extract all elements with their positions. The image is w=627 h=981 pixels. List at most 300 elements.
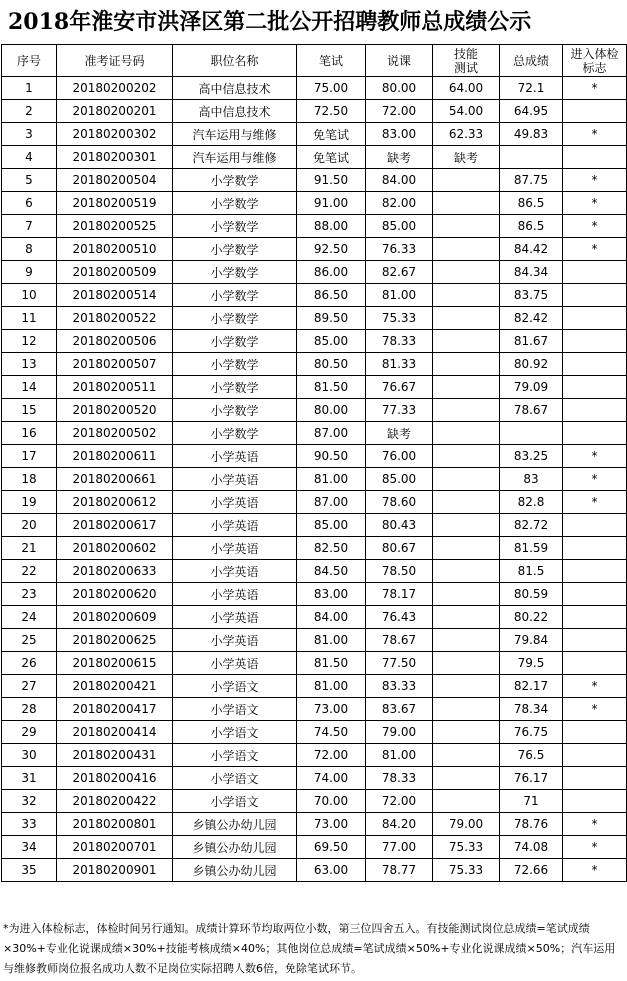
position-cell: 小学英语 bbox=[173, 514, 297, 537]
mark-cell: * bbox=[563, 123, 627, 146]
table-row bbox=[2, 836, 627, 859]
lecture-cell: 75.33 bbox=[366, 307, 433, 330]
total-cell: 82.17 bbox=[500, 675, 563, 698]
seq-cell: 24 bbox=[2, 606, 57, 629]
mark-cell bbox=[563, 514, 627, 537]
seq-cell: 17 bbox=[2, 445, 57, 468]
table-row bbox=[2, 215, 627, 238]
table-row bbox=[2, 169, 627, 192]
table-row bbox=[2, 468, 627, 491]
table-row bbox=[2, 491, 627, 514]
mark-cell bbox=[563, 146, 627, 169]
table-row bbox=[2, 721, 627, 744]
total-cell: 71 bbox=[500, 790, 563, 813]
table-row bbox=[2, 790, 627, 813]
col-header-physical-mark: 进入体检标志 bbox=[563, 45, 627, 77]
mark-cell: * bbox=[563, 491, 627, 514]
table-row bbox=[2, 445, 627, 468]
mark-cell bbox=[563, 606, 627, 629]
total-cell: 79.09 bbox=[500, 376, 563, 399]
position-cell: 小学语文 bbox=[173, 698, 297, 721]
written-cell: 87.00 bbox=[297, 422, 366, 445]
total-cell: 82.42 bbox=[500, 307, 563, 330]
position-cell: 小学数学 bbox=[173, 422, 297, 445]
mark-cell: * bbox=[563, 836, 627, 859]
seq-cell: 12 bbox=[2, 330, 57, 353]
seq-cell: 26 bbox=[2, 652, 57, 675]
seq-cell: 19 bbox=[2, 491, 57, 514]
written-cell: 86.50 bbox=[297, 284, 366, 307]
seq-cell: 4 bbox=[2, 146, 57, 169]
exam-id-cell: 20180200615 bbox=[57, 652, 173, 675]
skill-cell bbox=[433, 330, 500, 353]
lecture-cell: 78.33 bbox=[366, 330, 433, 353]
position-cell: 汽车运用与维修 bbox=[173, 123, 297, 146]
written-cell: 74.50 bbox=[297, 721, 366, 744]
position-cell: 小学英语 bbox=[173, 629, 297, 652]
exam-id-cell: 20180200522 bbox=[57, 307, 173, 330]
exam-id-cell: 20180200504 bbox=[57, 169, 173, 192]
exam-id-cell: 20180200511 bbox=[57, 376, 173, 399]
position-cell: 小学英语 bbox=[173, 606, 297, 629]
results-table bbox=[1, 44, 627, 882]
seq-cell: 35 bbox=[2, 859, 57, 882]
written-cell: 80.50 bbox=[297, 353, 366, 376]
skill-cell: 54.00 bbox=[433, 100, 500, 123]
written-cell: 84.50 bbox=[297, 560, 366, 583]
exam-id-cell: 20180200422 bbox=[57, 790, 173, 813]
exam-id-cell: 20180200502 bbox=[57, 422, 173, 445]
written-cell: 69.50 bbox=[297, 836, 366, 859]
seq-cell: 18 bbox=[2, 468, 57, 491]
written-cell: 82.50 bbox=[297, 537, 366, 560]
exam-id-cell: 20180200633 bbox=[57, 560, 173, 583]
table-row bbox=[2, 813, 627, 836]
total-cell: 86.5 bbox=[500, 215, 563, 238]
position-cell: 乡镇公办幼儿园 bbox=[173, 859, 297, 882]
exam-id-cell: 20180200416 bbox=[57, 767, 173, 790]
skill-cell: 75.33 bbox=[433, 836, 500, 859]
position-cell: 乡镇公办幼儿园 bbox=[173, 836, 297, 859]
total-cell: 78.67 bbox=[500, 399, 563, 422]
col-header-lecture: 说课 bbox=[366, 45, 433, 77]
skill-cell bbox=[433, 307, 500, 330]
lecture-cell: 83.67 bbox=[366, 698, 433, 721]
header-row bbox=[2, 45, 627, 77]
skill-cell: 64.00 bbox=[433, 77, 500, 100]
seq-cell: 22 bbox=[2, 560, 57, 583]
position-cell: 小学数学 bbox=[173, 169, 297, 192]
exam-id-cell: 20180200301 bbox=[57, 146, 173, 169]
exam-id-cell: 20180200801 bbox=[57, 813, 173, 836]
lecture-cell: 77.33 bbox=[366, 399, 433, 422]
seq-cell: 9 bbox=[2, 261, 57, 284]
skill-cell bbox=[433, 376, 500, 399]
skill-cell bbox=[433, 767, 500, 790]
total-cell: 84.42 bbox=[500, 238, 563, 261]
total-cell: 86.5 bbox=[500, 192, 563, 215]
table-row bbox=[2, 629, 627, 652]
table-row bbox=[2, 123, 627, 146]
exam-id-cell: 20180200421 bbox=[57, 675, 173, 698]
position-cell: 小学数学 bbox=[173, 353, 297, 376]
lecture-cell: 77.00 bbox=[366, 836, 433, 859]
exam-id-cell: 20180200611 bbox=[57, 445, 173, 468]
lecture-cell: 76.00 bbox=[366, 445, 433, 468]
written-cell: 83.00 bbox=[297, 583, 366, 606]
exam-id-cell: 20180200510 bbox=[57, 238, 173, 261]
exam-id-cell: 20180200509 bbox=[57, 261, 173, 284]
mark-cell bbox=[563, 629, 627, 652]
total-cell bbox=[500, 422, 563, 445]
mark-cell bbox=[563, 790, 627, 813]
mark-cell bbox=[563, 353, 627, 376]
mark-cell bbox=[563, 744, 627, 767]
skill-cell bbox=[433, 537, 500, 560]
written-cell: 85.00 bbox=[297, 514, 366, 537]
seq-cell: 29 bbox=[2, 721, 57, 744]
skill-cell: 79.00 bbox=[433, 813, 500, 836]
skill-cell bbox=[433, 261, 500, 284]
position-cell: 小学数学 bbox=[173, 399, 297, 422]
exam-id-cell: 20180200519 bbox=[57, 192, 173, 215]
table-row bbox=[2, 675, 627, 698]
position-cell: 小学数学 bbox=[173, 192, 297, 215]
exam-id-cell: 20180200506 bbox=[57, 330, 173, 353]
mark-cell bbox=[563, 399, 627, 422]
table-row bbox=[2, 376, 627, 399]
seq-cell: 6 bbox=[2, 192, 57, 215]
position-cell: 小学语文 bbox=[173, 744, 297, 767]
mark-cell bbox=[563, 767, 627, 790]
table-row bbox=[2, 238, 627, 261]
mark-cell bbox=[563, 100, 627, 123]
position-cell: 小学英语 bbox=[173, 560, 297, 583]
total-cell: 81.5 bbox=[500, 560, 563, 583]
position-cell: 高中信息技术 bbox=[173, 77, 297, 100]
skill-cell bbox=[433, 284, 500, 307]
exam-id-cell: 20180200625 bbox=[57, 629, 173, 652]
seq-cell: 34 bbox=[2, 836, 57, 859]
written-cell: 75.00 bbox=[297, 77, 366, 100]
seq-cell: 32 bbox=[2, 790, 57, 813]
seq-cell: 14 bbox=[2, 376, 57, 399]
total-cell: 78.76 bbox=[500, 813, 563, 836]
exam-id-cell: 20180200431 bbox=[57, 744, 173, 767]
table-row bbox=[2, 514, 627, 537]
seq-cell: 21 bbox=[2, 537, 57, 560]
position-cell: 小学英语 bbox=[173, 468, 297, 491]
position-cell: 小学数学 bbox=[173, 261, 297, 284]
seq-cell: 7 bbox=[2, 215, 57, 238]
skill-cell bbox=[433, 238, 500, 261]
position-cell: 小学英语 bbox=[173, 537, 297, 560]
table-row bbox=[2, 261, 627, 284]
total-cell: 83.25 bbox=[500, 445, 563, 468]
written-cell: 91.00 bbox=[297, 192, 366, 215]
table-row bbox=[2, 537, 627, 560]
total-cell: 76.17 bbox=[500, 767, 563, 790]
written-cell: 73.00 bbox=[297, 698, 366, 721]
total-cell: 80.22 bbox=[500, 606, 563, 629]
seq-cell: 20 bbox=[2, 514, 57, 537]
lecture-cell: 84.00 bbox=[366, 169, 433, 192]
written-cell: 63.00 bbox=[297, 859, 366, 882]
mark-cell: * bbox=[563, 859, 627, 882]
position-cell: 小学英语 bbox=[173, 583, 297, 606]
lecture-cell: 80.67 bbox=[366, 537, 433, 560]
lecture-cell: 81.33 bbox=[366, 353, 433, 376]
total-cell: 81.67 bbox=[500, 330, 563, 353]
written-cell: 92.50 bbox=[297, 238, 366, 261]
col-header-position: 职位名称 bbox=[173, 45, 297, 77]
exam-id-cell: 20180200612 bbox=[57, 491, 173, 514]
page-title: 2018年淮安市洪泽区第二批公开招聘教师总成绩公示 bbox=[8, 9, 532, 35]
seq-cell: 5 bbox=[2, 169, 57, 192]
lecture-cell: 82.67 bbox=[366, 261, 433, 284]
position-cell: 小学语文 bbox=[173, 767, 297, 790]
skill-cell bbox=[433, 583, 500, 606]
mark-cell: * bbox=[563, 77, 627, 100]
lecture-cell: 78.60 bbox=[366, 491, 433, 514]
skill-cell bbox=[433, 169, 500, 192]
table-row bbox=[2, 606, 627, 629]
total-cell: 83 bbox=[500, 468, 563, 491]
written-cell: 81.00 bbox=[297, 629, 366, 652]
lecture-cell: 77.50 bbox=[366, 652, 433, 675]
lecture-cell: 80.43 bbox=[366, 514, 433, 537]
position-cell: 小学英语 bbox=[173, 491, 297, 514]
seq-cell: 3 bbox=[2, 123, 57, 146]
mark-cell bbox=[563, 721, 627, 744]
table-row bbox=[2, 146, 627, 169]
seq-cell: 2 bbox=[2, 100, 57, 123]
table-row bbox=[2, 192, 627, 215]
exam-id-cell: 20180200201 bbox=[57, 100, 173, 123]
total-cell: 84.34 bbox=[500, 261, 563, 284]
total-cell bbox=[500, 146, 563, 169]
position-cell: 小学数学 bbox=[173, 330, 297, 353]
lecture-cell: 83.00 bbox=[366, 123, 433, 146]
exam-id-cell: 20180200202 bbox=[57, 77, 173, 100]
lecture-cell: 84.20 bbox=[366, 813, 433, 836]
mark-cell bbox=[563, 537, 627, 560]
table-row bbox=[2, 698, 627, 721]
seq-cell: 23 bbox=[2, 583, 57, 606]
exam-id-cell: 20180200514 bbox=[57, 284, 173, 307]
total-cell: 83.75 bbox=[500, 284, 563, 307]
table-row bbox=[2, 744, 627, 767]
mark-cell: * bbox=[563, 445, 627, 468]
position-cell: 小学英语 bbox=[173, 652, 297, 675]
lecture-cell: 78.33 bbox=[366, 767, 433, 790]
seq-cell: 25 bbox=[2, 629, 57, 652]
table-row bbox=[2, 100, 627, 123]
written-cell: 85.00 bbox=[297, 330, 366, 353]
written-cell: 80.00 bbox=[297, 399, 366, 422]
mark-cell bbox=[563, 307, 627, 330]
lecture-cell: 85.00 bbox=[366, 215, 433, 238]
lecture-cell: 78.77 bbox=[366, 859, 433, 882]
seq-cell: 11 bbox=[2, 307, 57, 330]
table-row bbox=[2, 353, 627, 376]
skill-cell bbox=[433, 422, 500, 445]
table-row bbox=[2, 399, 627, 422]
exam-id-cell: 20180200417 bbox=[57, 698, 173, 721]
skill-cell bbox=[433, 353, 500, 376]
col-header-written: 笔试 bbox=[297, 45, 366, 77]
written-cell: 81.00 bbox=[297, 675, 366, 698]
seq-cell: 33 bbox=[2, 813, 57, 836]
exam-id-cell: 20180200507 bbox=[57, 353, 173, 376]
skill-cell bbox=[433, 629, 500, 652]
total-cell: 80.92 bbox=[500, 353, 563, 376]
col-header-skill: 技能测试 bbox=[433, 45, 500, 77]
exam-id-cell: 20180200302 bbox=[57, 123, 173, 146]
lecture-cell: 72.00 bbox=[366, 100, 433, 123]
mark-cell bbox=[563, 560, 627, 583]
skill-cell: 62.33 bbox=[433, 123, 500, 146]
footnote: *为进入体检标志，体检时间另行通知。成绩计算环节均取两位小数，第三位四舍五入。有技能测试岗位总成绩=笔试成绩×30%+专业化说课成绩×30%+技能考核成绩×40%；其他岗位总成绩=笔试成绩×50%+专业化说课成绩×50%；汽车运用与维修教师岗位报名成功人数不足岗位实际招聘人数6倍，免除笔试环节。 bbox=[3, 922, 616, 975]
lecture-cell: 78.67 bbox=[366, 629, 433, 652]
lecture-cell: 85.00 bbox=[366, 468, 433, 491]
mark-cell: * bbox=[563, 215, 627, 238]
mark-cell bbox=[563, 261, 627, 284]
skill-cell: 75.33 bbox=[433, 859, 500, 882]
seq-cell: 1 bbox=[2, 77, 57, 100]
skill-cell bbox=[433, 606, 500, 629]
written-cell: 81.50 bbox=[297, 652, 366, 675]
skill-cell bbox=[433, 698, 500, 721]
position-cell: 小学语文 bbox=[173, 675, 297, 698]
mark-cell: * bbox=[563, 468, 627, 491]
total-cell: 87.75 bbox=[500, 169, 563, 192]
table-row bbox=[2, 859, 627, 882]
skill-cell bbox=[433, 491, 500, 514]
total-cell: 79.84 bbox=[500, 629, 563, 652]
skill-cell bbox=[433, 721, 500, 744]
mark-cell: * bbox=[563, 238, 627, 261]
position-cell: 小学语文 bbox=[173, 790, 297, 813]
skill-cell bbox=[433, 468, 500, 491]
exam-id-cell: 20180200661 bbox=[57, 468, 173, 491]
position-cell: 汽车运用与维修 bbox=[173, 146, 297, 169]
written-cell: 81.50 bbox=[297, 376, 366, 399]
mark-cell bbox=[563, 583, 627, 606]
exam-id-cell: 20180200525 bbox=[57, 215, 173, 238]
mark-cell bbox=[563, 376, 627, 399]
mark-cell bbox=[563, 652, 627, 675]
table-row bbox=[2, 77, 627, 100]
total-cell: 76.75 bbox=[500, 721, 563, 744]
skill-cell bbox=[433, 652, 500, 675]
seq-cell: 10 bbox=[2, 284, 57, 307]
lecture-cell: 76.67 bbox=[366, 376, 433, 399]
written-cell: 90.50 bbox=[297, 445, 366, 468]
written-cell: 87.00 bbox=[297, 491, 366, 514]
mark-cell: * bbox=[563, 192, 627, 215]
written-cell: 72.50 bbox=[297, 100, 366, 123]
total-cell: 72.1 bbox=[500, 77, 563, 100]
skill-cell bbox=[433, 215, 500, 238]
total-cell: 72.66 bbox=[500, 859, 563, 882]
table-row bbox=[2, 652, 627, 675]
skill-cell bbox=[433, 445, 500, 468]
lecture-cell: 78.50 bbox=[366, 560, 433, 583]
lecture-cell: 79.00 bbox=[366, 721, 433, 744]
total-cell: 49.83 bbox=[500, 123, 563, 146]
total-cell: 79.5 bbox=[500, 652, 563, 675]
table-row bbox=[2, 583, 627, 606]
lecture-cell: 80.00 bbox=[366, 77, 433, 100]
table-row bbox=[2, 307, 627, 330]
seq-cell: 16 bbox=[2, 422, 57, 445]
total-cell: 78.34 bbox=[500, 698, 563, 721]
written-cell: 91.50 bbox=[297, 169, 366, 192]
seq-cell: 8 bbox=[2, 238, 57, 261]
seq-cell: 27 bbox=[2, 675, 57, 698]
table-row bbox=[2, 560, 627, 583]
mark-cell: * bbox=[563, 813, 627, 836]
table-row bbox=[2, 284, 627, 307]
skill-cell bbox=[433, 560, 500, 583]
total-cell: 80.59 bbox=[500, 583, 563, 606]
mark-cell: * bbox=[563, 169, 627, 192]
written-cell: 81.00 bbox=[297, 468, 366, 491]
table-row bbox=[2, 330, 627, 353]
seq-cell: 30 bbox=[2, 744, 57, 767]
lecture-cell: 72.00 bbox=[366, 790, 433, 813]
skill-cell bbox=[433, 514, 500, 537]
exam-id-cell: 20180200620 bbox=[57, 583, 173, 606]
col-header-exam-id: 准考证号码 bbox=[57, 45, 173, 77]
exam-id-cell: 20180200414 bbox=[57, 721, 173, 744]
exam-id-cell: 20180200609 bbox=[57, 606, 173, 629]
total-cell: 82.8 bbox=[500, 491, 563, 514]
written-cell: 74.00 bbox=[297, 767, 366, 790]
mark-cell: * bbox=[563, 675, 627, 698]
skill-cell: 缺考 bbox=[433, 146, 500, 169]
skill-cell bbox=[433, 399, 500, 422]
skill-cell bbox=[433, 192, 500, 215]
position-cell: 小学数学 bbox=[173, 238, 297, 261]
col-header-total: 总成绩 bbox=[500, 45, 563, 77]
total-cell: 64.95 bbox=[500, 100, 563, 123]
col-header-seq: 序号 bbox=[2, 45, 57, 77]
position-cell: 小学数学 bbox=[173, 284, 297, 307]
exam-id-cell: 20180200602 bbox=[57, 537, 173, 560]
written-cell: 73.00 bbox=[297, 813, 366, 836]
position-cell: 小学数学 bbox=[173, 376, 297, 399]
written-cell: 86.00 bbox=[297, 261, 366, 284]
lecture-cell: 缺考 bbox=[366, 422, 433, 445]
lecture-cell: 78.17 bbox=[366, 583, 433, 606]
skill-cell bbox=[433, 675, 500, 698]
total-cell: 82.72 bbox=[500, 514, 563, 537]
exam-id-cell: 20180200901 bbox=[57, 859, 173, 882]
written-cell: 72.00 bbox=[297, 744, 366, 767]
mark-cell: * bbox=[563, 698, 627, 721]
written-cell: 89.50 bbox=[297, 307, 366, 330]
lecture-cell: 82.00 bbox=[366, 192, 433, 215]
skill-cell bbox=[433, 790, 500, 813]
written-cell: 免笔试 bbox=[297, 146, 366, 169]
seq-cell: 13 bbox=[2, 353, 57, 376]
total-cell: 74.08 bbox=[500, 836, 563, 859]
seq-cell: 31 bbox=[2, 767, 57, 790]
position-cell: 小学数学 bbox=[173, 307, 297, 330]
position-cell: 小学英语 bbox=[173, 445, 297, 468]
